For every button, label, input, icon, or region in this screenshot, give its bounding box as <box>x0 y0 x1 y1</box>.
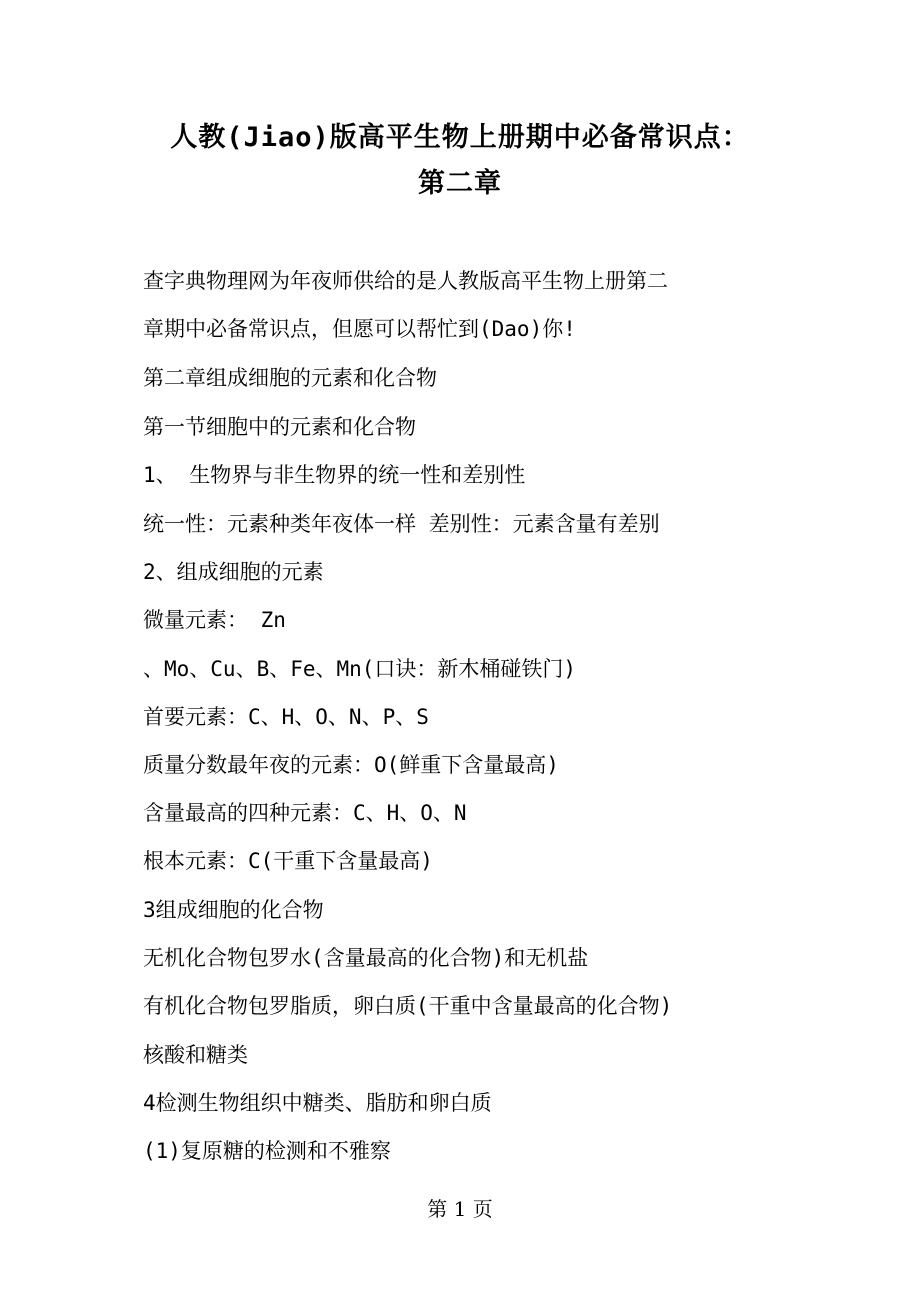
list-item: 1、 生物界与非生物界的统一性和差别性 <box>143 463 526 487</box>
document-title-line-1: 人教(Jiao)版高平生物上册期中必备常识点： <box>170 122 750 153</box>
page-number: 第 1 页 <box>427 1197 493 1221</box>
paragraph-line: 章期中必备常识点，但愿可以帮忙到(Dao)你! <box>143 317 576 341</box>
paragraph-line: 无机化合物包罗水(含量最高的化合物)和无机盐 <box>143 946 589 970</box>
list-item: 2、组成细胞的元素 <box>143 560 324 584</box>
paragraph-line: 微量元素： Zn <box>143 608 286 632</box>
paragraph-line: 有机化合物包罗脂质，卵白质(干重中含量最高的化合物) <box>143 994 673 1018</box>
chapter-heading: 第二章组成细胞的元素和化合物 <box>143 366 437 390</box>
paragraph-line: 首要元素：C、H、O、N、P、S <box>143 705 429 729</box>
paragraph-line: 核酸和糖类 <box>143 1043 248 1067</box>
paragraph-line: 质量分数最年夜的元素：O(鲜重下含量最高) <box>143 753 559 777</box>
document-title-line-2: 第二章 <box>418 168 502 199</box>
list-item: (1)复原糖的检测和不雅察 <box>143 1139 391 1163</box>
paragraph-line: 根本元素：C(干重下含量最高) <box>143 849 433 873</box>
paragraph-line: 查字典物理网为年夜师供给的是人教版高平生物上册第二 <box>143 269 668 293</box>
list-item: 4检测生物组织中糖类、脂肪和卵白质 <box>143 1091 492 1115</box>
paragraph-line: 、Mo、Cu、B、Fe、Mn(口诀：新木桶碰铁门) <box>143 657 577 681</box>
paragraph-line: 含量最高的四种元素：C、H、O、N <box>143 801 467 825</box>
section-heading: 第一节细胞中的元素和化合物 <box>143 415 416 439</box>
list-item: 3组成细胞的化合物 <box>143 898 324 922</box>
paragraph-line: 统一性：元素种类年夜体一样 差别性：元素含量有差别 <box>143 512 660 536</box>
